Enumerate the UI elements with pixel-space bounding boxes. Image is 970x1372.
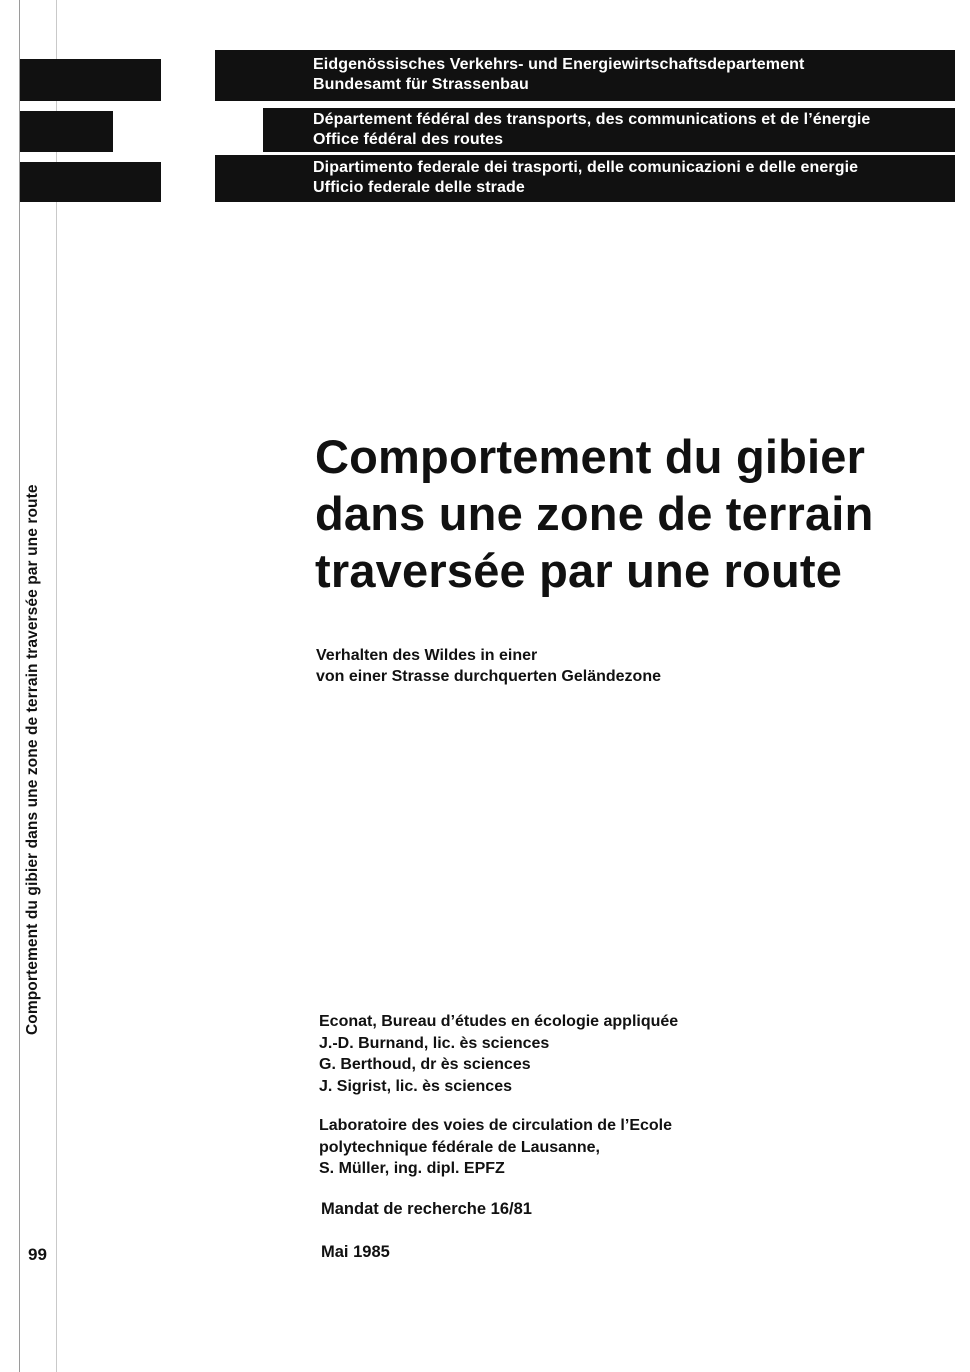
department-name: Dipartimento federale dei trasporti, delle comunicazioni e delle energie — [313, 159, 859, 176]
department-header-french — [263, 108, 955, 152]
document-subtitle — [316, 645, 661, 687]
department-header-german — [215, 50, 955, 101]
author-office: Econat, Bureau d’études en écologie appliquée — [319, 1013, 679, 1030]
laboratory-line: Laboratoire des voies de circulation de l’Ecole — [319, 1117, 672, 1134]
spine-title: Comportement du gibier dans une zone de terrain traversée par une route — [24, 484, 41, 1035]
title-line: traversée par une route — [315, 544, 843, 597]
laboratory-line: S. Müller, ing. dipl. EPFZ — [319, 1160, 505, 1177]
title-line: dans une zone de terrain — [315, 487, 874, 540]
spine-fold-line — [19, 0, 20, 1372]
research-mandate: Mandat de recherche 16/81 — [321, 1200, 532, 1218]
department-name: Eidgenössisches Verkehrs- und Energiewirtschaftsdepartement — [313, 56, 805, 73]
office-name: Ufficio federale delle strade — [313, 179, 525, 196]
author-name: J.-D. Burnand, lic. ès sciences — [319, 1034, 550, 1052]
department-header-italian — [215, 155, 955, 202]
subtitle-line: Verhalten des Wildes in einer — [316, 647, 538, 664]
office-name: Bundesamt für Strassenbau — [313, 76, 529, 93]
office-name: Office fédéral des routes — [313, 131, 504, 148]
laboratory-block — [319, 1115, 672, 1180]
spine-edge-line — [56, 0, 57, 1372]
spine-number: 99 — [28, 1245, 47, 1264]
author-name: G. Berthoud, dr ès sciences — [319, 1056, 531, 1073]
logo-bar-top — [20, 59, 161, 101]
department-name: Département fédéral des transports, des communications et de l’énergie — [313, 111, 871, 128]
title-line: Comportement du gibier — [315, 430, 866, 483]
logo-bar-bottom — [20, 162, 161, 202]
authors-block — [319, 1011, 678, 1097]
document-title — [315, 428, 955, 599]
logo-bar-middle — [20, 111, 113, 152]
laboratory-line: polytechnique fédérale de Lausanne, — [319, 1138, 600, 1156]
publication-date: Mai 1985 — [321, 1243, 390, 1261]
author-name: J. Sigrist, lic. ès sciences — [319, 1077, 512, 1095]
subtitle-line: von einer Strasse durchquerten Geländezone — [316, 668, 661, 685]
